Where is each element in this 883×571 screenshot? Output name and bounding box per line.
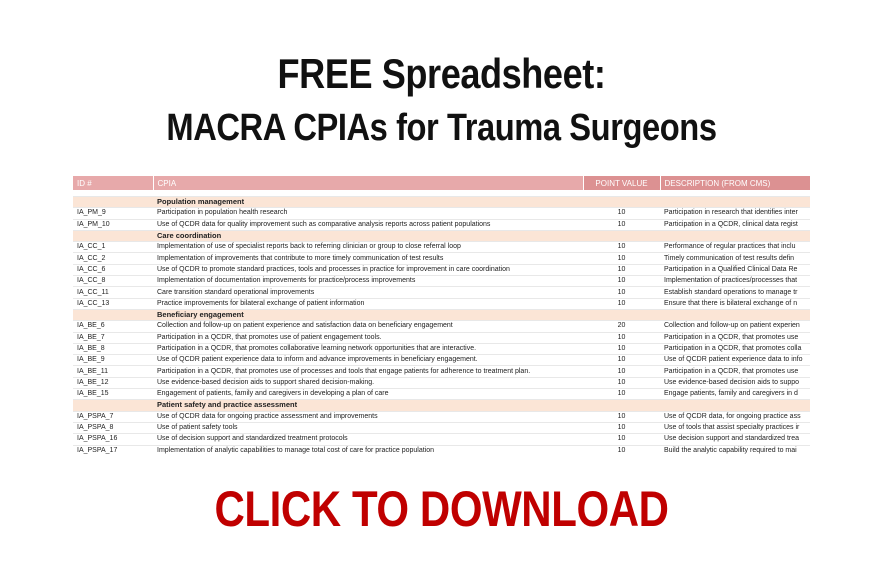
- section-row: [73, 400, 810, 411]
- cell-description: Use of tools that assist specialty practices ir: [660, 422, 810, 433]
- cell-description: Collection and follow-up on patient experien: [660, 321, 810, 332]
- cell-id: IA_CC_1: [73, 242, 153, 253]
- cell-cpia: Participation in a QCDR, that promotes use of processes and tools that engage patients for adherence to treatment plan.: [153, 366, 583, 377]
- cell-id: IA_PM_10: [73, 219, 153, 230]
- cell-point-value: 10: [583, 253, 660, 264]
- cell-cpia: Use of decision support and standardized treatment protocols: [153, 434, 583, 445]
- table-row: [73, 208, 810, 219]
- cell-cpia: Use of QCDR data for quality improvement such as comparative analysis reports across patient populations: [153, 219, 583, 230]
- table-row: [73, 445, 810, 456]
- cell-point-value: 10: [583, 208, 660, 219]
- cell-cpia: Implementation of documentation improvements for practice/process improvements: [153, 276, 583, 287]
- cell-id: IA_BE_6: [73, 321, 153, 332]
- cell-description: Implementation of practices/processes that: [660, 276, 810, 287]
- section-points-cell: [583, 197, 660, 208]
- section-desc-cell: [660, 400, 810, 411]
- cell-id: IA_PSPA_8: [73, 422, 153, 433]
- section-points-cell: [583, 309, 660, 320]
- cell-cpia: Implementation of analytic capabilities to manage total cost of care for practice population: [153, 445, 583, 456]
- cell-description: Use of QCDR patient experience data to info: [660, 355, 810, 366]
- cell-description: Timely communication of test results defin: [660, 253, 810, 264]
- table-row: [73, 287, 810, 298]
- cell-id: IA_PM_9: [73, 208, 153, 219]
- table-body: [73, 190, 810, 456]
- cell-description: Participation in a QCDR, that promotes use: [660, 332, 810, 343]
- cell-point-value: 10: [583, 343, 660, 354]
- table-row: [73, 298, 810, 309]
- cell-point-value: 10: [583, 434, 660, 445]
- cell-description: Participation in a Qualified Clinical Data Re: [660, 264, 810, 275]
- table-row: [73, 343, 810, 354]
- cell-id: IA_BE_15: [73, 389, 153, 400]
- table-row: [73, 377, 810, 388]
- section-points-cell: [583, 400, 660, 411]
- section-id-cell: [73, 309, 153, 320]
- table-row: [73, 253, 810, 264]
- header-description: DESCRIPTION (FROM CMS): [660, 176, 810, 190]
- cell-cpia: Participation in a QCDR, that promotes collaborative learning network opportunities that are interactive.: [153, 343, 583, 354]
- cell-description: Participation in a QCDR, that promotes colla: [660, 343, 810, 354]
- cell-id: IA_CC_11: [73, 287, 153, 298]
- cpia-table: [73, 176, 810, 456]
- cell-description: Use evidence-based decision aids to suppo: [660, 377, 810, 388]
- cell-point-value: 10: [583, 366, 660, 377]
- table-header-row: [73, 176, 810, 190]
- cell-cpia: Collection and follow-up on patient experience and satisfaction data on beneficiary engagement: [153, 321, 583, 332]
- cell-id: IA_BE_11: [73, 366, 153, 377]
- cell-id: IA_CC_13: [73, 298, 153, 309]
- headline-title: FREE Spreadsheet:: [277, 50, 606, 97]
- section-id-cell: [73, 230, 153, 241]
- section-row: [73, 197, 810, 208]
- cell-description: Performance of regular practices that inclu: [660, 242, 810, 253]
- cell-point-value: 10: [583, 219, 660, 230]
- cell-point-value: 10: [583, 242, 660, 253]
- cell-point-value: 10: [583, 298, 660, 309]
- cell-cpia: Use of QCDR data for ongoing practice assessment and improvements: [153, 411, 583, 422]
- cell-cpia: Care transition standard operational improvements: [153, 287, 583, 298]
- table-row: [73, 321, 810, 332]
- cell-description: Build the analytic capability required to mai: [660, 445, 810, 456]
- cell-description: Participation in a QCDR, that promotes use: [660, 366, 810, 377]
- section-title: Patient safety and practice assessment: [153, 400, 583, 411]
- cell-id: IA_BE_12: [73, 377, 153, 388]
- section-id-cell: [73, 197, 153, 208]
- cell-description: Use decision support and standardized trea: [660, 434, 810, 445]
- cell-cpia: Implementation of use of specialist reports back to referring clinician or group to close referral loop: [153, 242, 583, 253]
- cell-id: IA_PSPA_16: [73, 434, 153, 445]
- header-point-value: POINT VALUE: [583, 176, 660, 190]
- section-desc-cell: [660, 230, 810, 241]
- cell-cpia: Practice improvements for bilateral exchange of patient information: [153, 298, 583, 309]
- cell-cpia: Use of QCDR to promote standard practices, tools and processes in practice for improvement in care coordination: [153, 264, 583, 275]
- section-title: Population management: [153, 197, 583, 208]
- cell-cpia: Participation in population health research: [153, 208, 583, 219]
- section-row: [73, 230, 810, 241]
- table-row: [73, 332, 810, 343]
- cell-point-value: 10: [583, 276, 660, 287]
- cell-point-value: 10: [583, 422, 660, 433]
- cell-cpia: Implementation of improvements that contribute to more timely communication of test results: [153, 253, 583, 264]
- table-row: [73, 219, 810, 230]
- cell-description: Participation in research that identifies inter: [660, 208, 810, 219]
- download-link[interactable]: CLICK TO DOWNLOAD: [214, 481, 669, 537]
- table-row: [73, 242, 810, 253]
- section-title: Care coordination: [153, 230, 583, 241]
- cell-point-value: 20: [583, 321, 660, 332]
- cell-point-value: 10: [583, 411, 660, 422]
- cell-cpia: Engagement of patients, family and caregivers in developing a plan of care: [153, 389, 583, 400]
- cell-point-value: 10: [583, 264, 660, 275]
- cell-point-value: 10: [583, 355, 660, 366]
- cell-id: IA_PSPA_7: [73, 411, 153, 422]
- table-row: [73, 422, 810, 433]
- cell-cpia: Use of patient safety tools: [153, 422, 583, 433]
- headline-subtitle: MACRA CPIAs for Trauma Surgeons: [166, 107, 717, 149]
- cell-id: IA_CC_6: [73, 264, 153, 275]
- table-row: [73, 264, 810, 275]
- cell-id: IA_BE_8: [73, 343, 153, 354]
- table-row: [73, 434, 810, 445]
- section-id-cell: [73, 400, 153, 411]
- cell-point-value: 10: [583, 377, 660, 388]
- section-row: [73, 309, 810, 320]
- header-cpia: CPIA: [153, 176, 583, 190]
- cell-cpia: Use of QCDR patient experience data to inform and advance improvements in beneficiary engagement.: [153, 355, 583, 366]
- cell-id: IA_PSPA_17: [73, 445, 153, 456]
- cell-description: Ensure that there is bilateral exchange of n: [660, 298, 810, 309]
- spreadsheet-preview: [73, 176, 810, 456]
- cell-id: IA_BE_9: [73, 355, 153, 366]
- section-points-cell: [583, 230, 660, 241]
- cell-id: IA_CC_2: [73, 253, 153, 264]
- section-desc-cell: [660, 309, 810, 320]
- cell-description: Participation in a QCDR, clinical data regist: [660, 219, 810, 230]
- cell-description: Engage patients, family and caregivers in d: [660, 389, 810, 400]
- cell-point-value: 10: [583, 332, 660, 343]
- cell-cpia: Use evidence-based decision aids to support shared decision-making.: [153, 377, 583, 388]
- cell-id: IA_BE_7: [73, 332, 153, 343]
- table-row: [73, 355, 810, 366]
- cell-id: IA_CC_8: [73, 276, 153, 287]
- table-row: [73, 276, 810, 287]
- cell-cpia: Participation in a QCDR, that promotes use of patient engagement tools.: [153, 332, 583, 343]
- table-row: [73, 389, 810, 400]
- cell-point-value: 10: [583, 445, 660, 456]
- cell-description: Establish standard operations to manage tr: [660, 287, 810, 298]
- cell-point-value: 10: [583, 287, 660, 298]
- cell-point-value: 10: [583, 389, 660, 400]
- section-desc-cell: [660, 197, 810, 208]
- table-row: [73, 411, 810, 422]
- table-row: [73, 366, 810, 377]
- cell-description: Use of QCDR data, for ongoing practice ass: [660, 411, 810, 422]
- header-id: ID #: [73, 176, 153, 190]
- section-title: Beneficiary engagement: [153, 309, 583, 320]
